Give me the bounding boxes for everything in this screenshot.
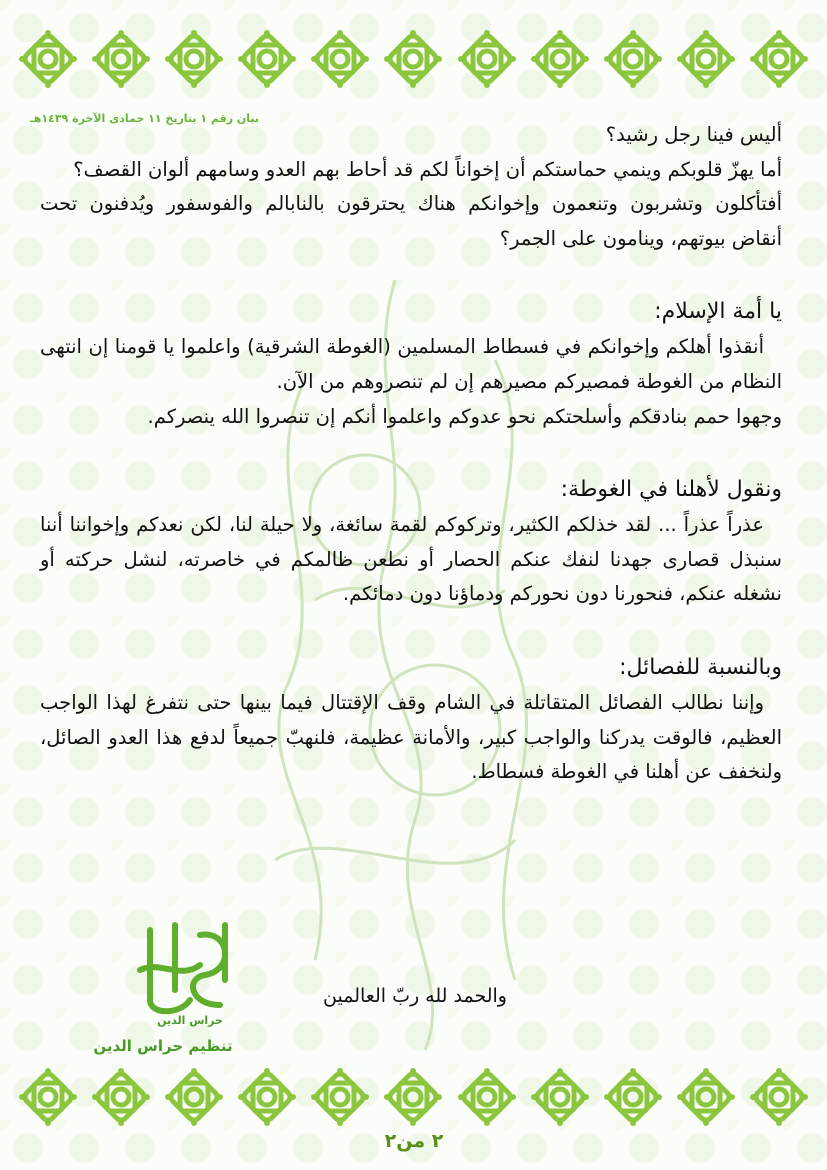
ornament-knot-icon (676, 1067, 736, 1127)
statement-header: بيان رقم ١ بتاريخ ١١ جمادى الآخرة ١٤٣٩هـ (30, 112, 260, 125)
ornament-knot-icon (603, 1067, 663, 1127)
ornament-knot-icon (18, 1067, 78, 1127)
paragraph: أنقذوا أهلكم وإخوانكم في فسطاط المسلمين (الغوطة الشرقية) واعلموا يا قومنا إن انتهى النظام من الغوطة فمصيركم مصيرهم إن لم تنصروهم من الآن. (40, 335, 782, 393)
ornament-knot-icon (237, 29, 297, 89)
page-number: ٢ من٢ (384, 1130, 444, 1152)
ornament-knot-icon (164, 29, 224, 89)
ornament-knot-icon (383, 29, 443, 89)
top-ornament-border (18, 24, 809, 94)
ornament-knot-icon (91, 1067, 151, 1127)
ornament-knot-icon (749, 1067, 809, 1127)
logo-text: حراس الدين (157, 1014, 223, 1027)
paragraph: أما يهزّ قلوبكم وينمي حماستكم أن إخواناً لكم قد أحاط بهم العدو وسامهم ألوان القصف؟ (73, 157, 782, 181)
ornament-knot-icon (676, 29, 736, 89)
ornament-knot-icon (18, 29, 78, 89)
ornament-knot-icon (603, 29, 663, 89)
paragraph: أليس فينا رجل رشيد؟ (605, 123, 782, 146)
paragraph: وإننا نطالب الفصائل المتقاتلة في الشام وقف الإقتتال فيما بينها حتى نتفرغ لهذا الواجب العظيم، فالوقت يدركنا والواجب كبير، والأمانة عظيمة، فلنهبّ جميعاً لدفع هذا العدو الصائل، ولنخفف عن أهلنا في الغوطة فسطاط. (40, 690, 782, 784)
section-heading: يا أمة الإسلام: (654, 299, 782, 325)
bottom-ornament-border (18, 1062, 809, 1132)
organization-name: تنظيم حراس الدين (93, 1037, 233, 1055)
ornament-knot-icon (457, 29, 517, 89)
paragraph: وجهوا حمم بنادقكم وأسلحتكم نحو عدوكم واعلموا أنكم إن تنصروا الله ينصركم. (147, 404, 782, 428)
ornament-knot-icon (91, 29, 151, 89)
closing-line: والحمد لله ربّ العالمين (323, 985, 507, 1007)
organization-logo (120, 910, 260, 1030)
ornament-knot-icon (310, 1067, 370, 1127)
ornament-knot-icon (530, 29, 590, 89)
ornament-knot-icon (749, 29, 809, 89)
statement-body (40, 118, 782, 790)
paragraph: أفتأكلون وتشربون وتنعمون وإخوانكم هناك يحترقون بالنابالم والفوسفور ويُدفنون تحت أنقاض بيوتهم، وينامون على الجمر؟ (40, 192, 782, 250)
ornament-knot-icon (383, 1067, 443, 1127)
paragraph: عذراً عذراً ... لقد خذلكم الكثير، وتركوكم لقمة سائغة، ولا حيلة لنا، لكن نعدكم وإخواننا أننا سنبذل قصارى جهدنا لنفك عنكم الحصار أو نطعن ظالمكم في خاصرته، لنشل حركته أو نشغله عنكم، فنحورنا دون نحوركم ودماؤنا دون دمائكم. (40, 513, 782, 606)
ornament-knot-icon (530, 1067, 590, 1127)
ornament-knot-icon (164, 1067, 224, 1127)
ornament-knot-icon (237, 1067, 297, 1127)
ornament-knot-icon (310, 29, 370, 89)
section-heading: وبالنسبة للفصائل: (619, 654, 782, 680)
section-heading: ونقول لأهلنا في الغوطة: (560, 477, 782, 503)
ornament-knot-icon (457, 1067, 517, 1127)
